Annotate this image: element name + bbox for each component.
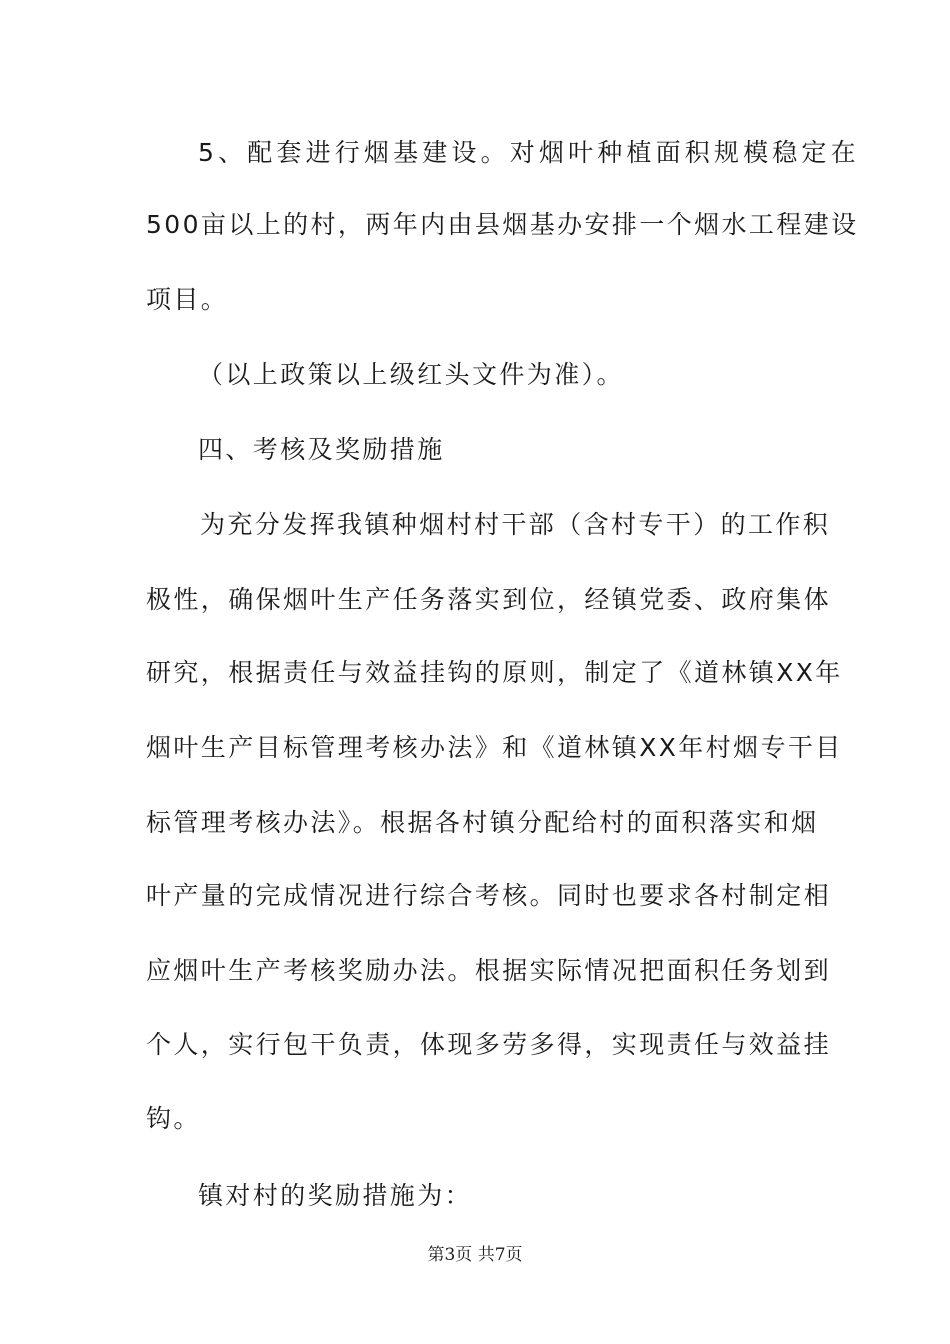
body-text-line: 500亩以上的村，两年内由县烟基办安排一个烟水工程建设	[146, 210, 859, 239]
body-text-line: 5、配套进行烟基建设。对烟叶种植面积规模稳定在	[198, 138, 858, 167]
body-text-line: 镇对村的奖励措施为：	[198, 1181, 473, 1210]
body-text-line: 应烟叶生产考核奖励办法。根据实际情况把面积任务划到	[146, 956, 832, 985]
body-text-line: 项目。	[146, 285, 229, 314]
body-text-line: 极性，确保烟叶生产任务落实到位，经镇党委、政府集体	[146, 585, 832, 614]
body-text-line: 标管理考核办法》。根据各村镇分配给村的面积落实和烟	[146, 808, 819, 837]
body-text-line: 研究，根据责任与效益挂钩的原则，制定了《道林镇XX年	[146, 658, 843, 687]
body-text-line: 钩。	[146, 1104, 201, 1133]
section-heading: 四、考核及奖励措施	[198, 435, 445, 464]
body-text-line: 叶产量的完成情况进行综合考核。同时也要求各村制定相	[146, 881, 832, 910]
body-text-line: （以上政策以上级红头文件为准）。	[198, 360, 624, 389]
page-number-footer: 第3页 共7页	[427, 1245, 523, 1265]
body-text-line: 为充分发挥我镇种烟村村干部（含村专干）的工作积	[200, 510, 831, 539]
body-text-line: 个人，实行包干负责，体现多劳多得，实现责任与效益挂	[146, 1030, 832, 1059]
body-text-line: 烟叶生产目标管理考核办法》和《道林镇XX年村烟专干目	[146, 733, 843, 762]
